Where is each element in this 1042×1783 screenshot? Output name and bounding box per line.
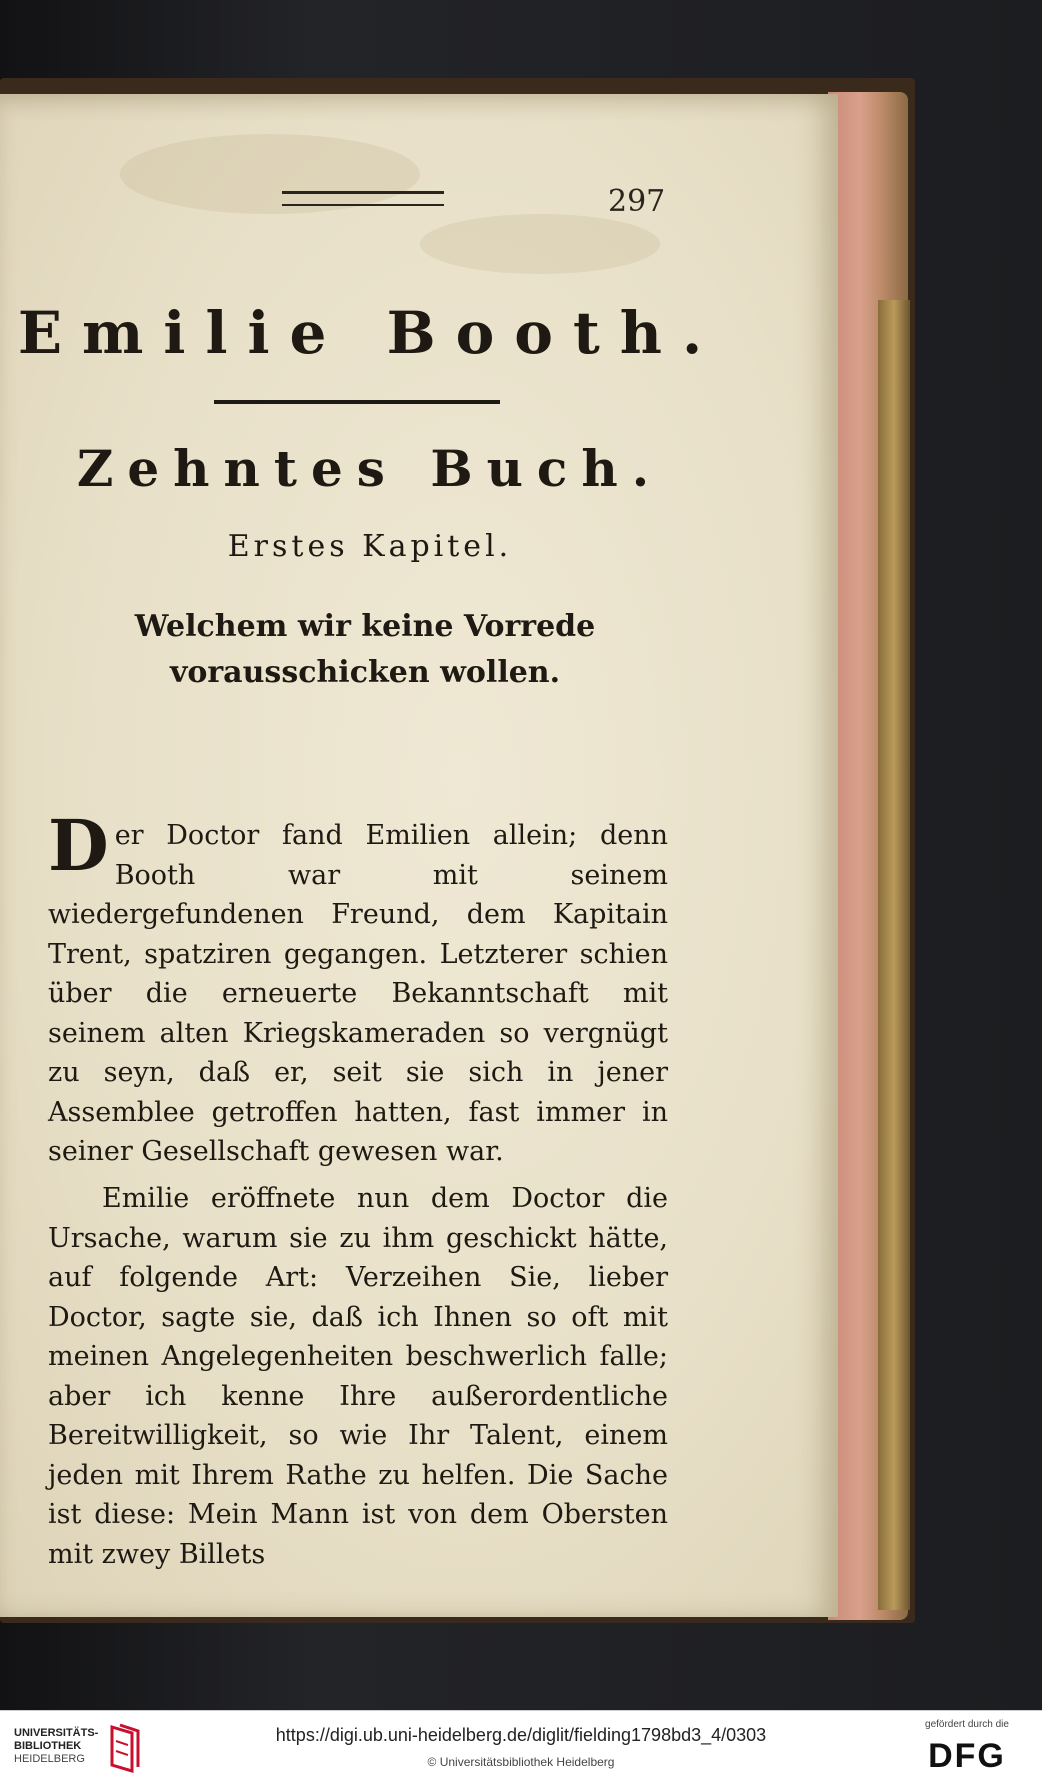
header-rule <box>282 191 444 206</box>
book-spine <box>878 300 910 1610</box>
chapter-heading: Erstes Kapitel. <box>227 529 513 564</box>
library-name-line3: HEIDELBERG <box>14 1753 85 1765</box>
main-title: Emilie Booth. <box>17 299 723 367</box>
dfg-logo[interactable]: DFG <box>928 1737 1006 1775</box>
title-rule <box>214 400 500 404</box>
funding-note: gefördert durch die <box>925 1719 1009 1730</box>
library-name-line1: UNIVERSITÄTS- <box>14 1727 99 1739</box>
paragraph-1 <box>48 804 668 1172</box>
copyright-notice: © Universitätsbibliothek Heidelberg <box>427 1755 615 1769</box>
paragraph-2: Emilie eröffnete nun dem Doctor die Ursache, warum sie zu ihm geschickt hätte, auf folgende Art: Verzeihen Sie, lieber Doctor, sagte sie, daß ich Ihnen so oft mit meinen Angelegenheiten beschwerlich falle; aber ich kenne Ihre außerordentliche Bereitwilligkeit, so wie Ihr Talent, einem jeden mit Ihrem Rathe zu helfen. Die Sache ist diese: Mein Mann ist von dem Obersten mit zwey Billets <box>48 1183 668 1570</box>
drop-cap: D <box>48 804 109 887</box>
page-number: 297 <box>608 184 666 219</box>
book-page <box>0 94 838 1617</box>
library-name-line2: BIBLIOTHEK <box>14 1740 82 1752</box>
paragraph-1-text: er Doctor fand Emilien allein; denn Booth war mit seinem wiedergefundenen Freund, dem Kapitain Trent, spatziren gegangen. Letzterer schien über die erneuerte Bekanntschaft mit seinem alten Kriegskameraden so vergnügt zu seyn, daß er, seit sie sich in jener Assemblee getroffen hatten, fast immer in seiner Gesellschaft gewesen war. <box>48 820 668 1167</box>
page-stain <box>420 214 660 274</box>
chapter-title: Welchem wir keine Vorrede vorausschicken wollen. <box>134 609 596 690</box>
book-heading: Zehntes Buch. <box>76 439 664 498</box>
viewer-footer <box>0 1710 1042 1783</box>
document-url[interactable]: https://digi.ub.uni-heidelberg.de/diglit/fielding1798bd3_4/0303 <box>275 1725 767 1745</box>
